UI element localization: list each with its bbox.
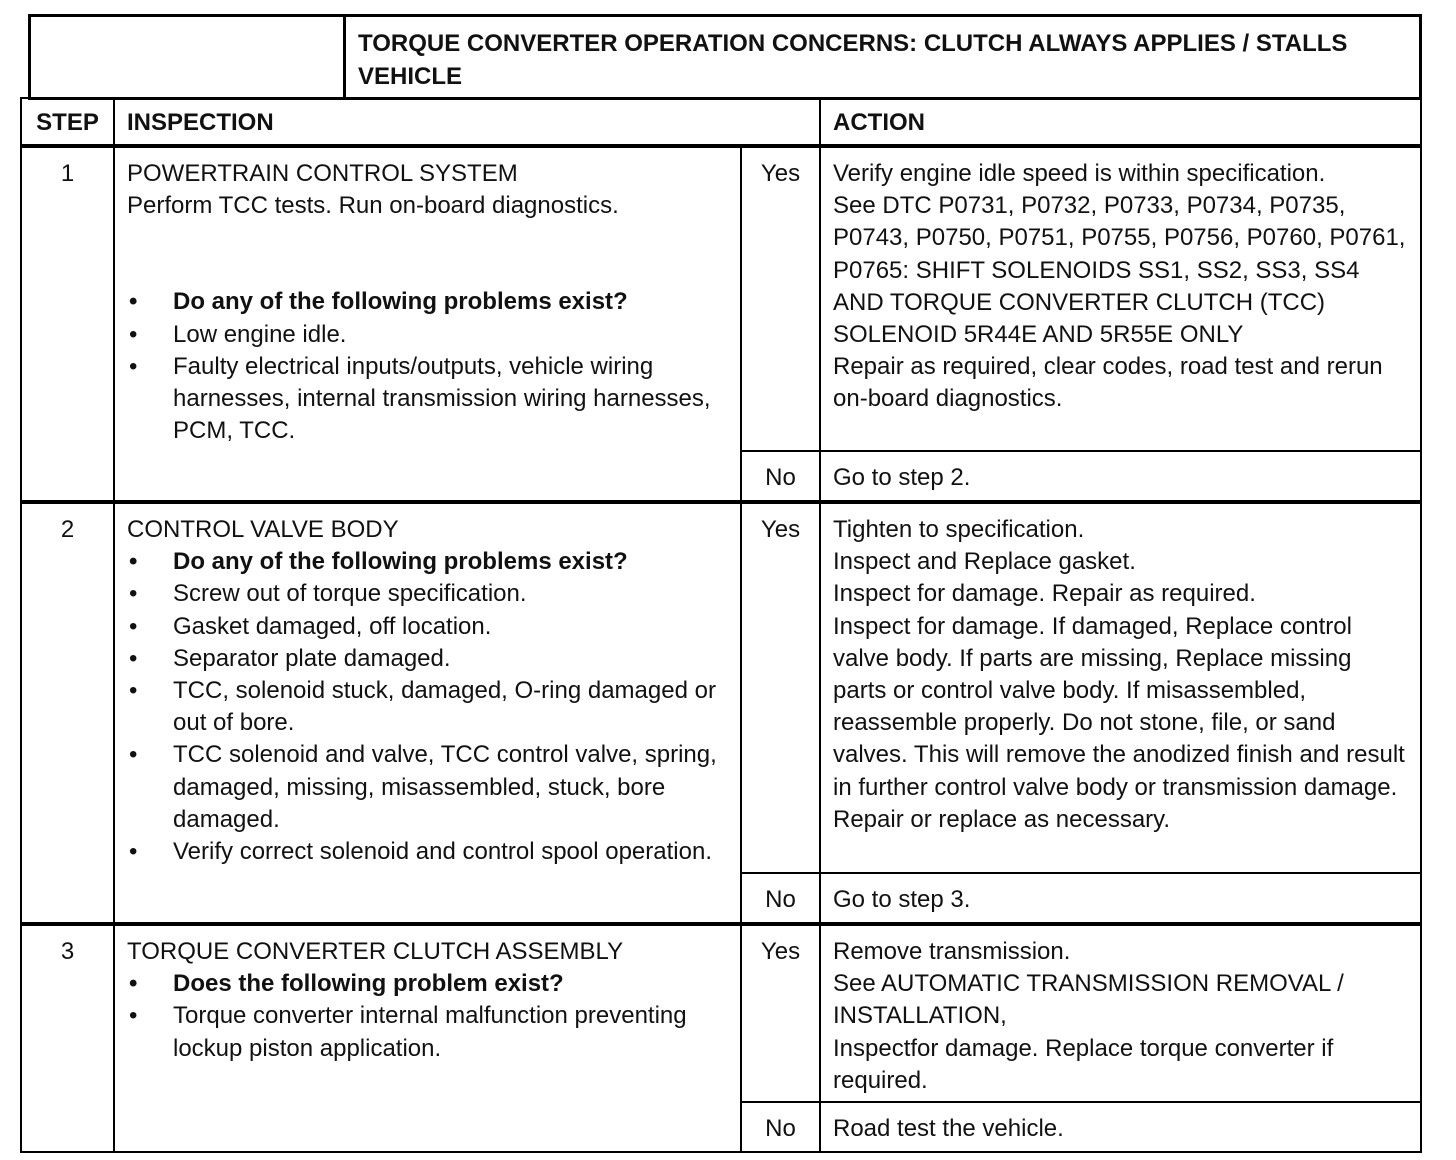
header-inspection: INSPECTION bbox=[114, 98, 820, 146]
action-line: Verify engine idle speed is within specification. bbox=[833, 160, 1326, 187]
step-3-no-action: Road test the vehicle. bbox=[820, 1102, 1421, 1152]
header-step: STEP bbox=[21, 98, 114, 146]
no-label: No bbox=[741, 451, 820, 502]
inspection-line: Perform TCC tests. Run on-board diagnostics. bbox=[127, 192, 619, 220]
step-3-yes-row bbox=[21, 924, 1421, 1102]
inspection-bullet: • TCC solenoid and valve, TCC control valve, spring, damaged, missing, misassembled, stuck, bore damaged. bbox=[127, 739, 726, 836]
step-number: 1 bbox=[21, 146, 114, 502]
step-1-yes-row bbox=[21, 146, 1421, 451]
inspection-bullet: • Separator plate damaged. bbox=[127, 643, 726, 675]
action-line: Tighten to specification. bbox=[833, 516, 1085, 543]
inspection-title: TORQUE CONVERTER CLUTCH ASSEMBLY bbox=[127, 938, 624, 965]
inspection-bullet: • Verify correct solenoid and control spool operation. bbox=[127, 836, 726, 868]
step-1-inspection bbox=[114, 146, 741, 502]
step-1-no-action: Go to step 2. bbox=[820, 451, 1421, 502]
inspection-bullet: • Gasket damaged, off location. bbox=[127, 611, 726, 643]
step-3-inspection bbox=[114, 924, 741, 1152]
step-2-yes-action bbox=[820, 502, 1421, 873]
inspection-title: CONTROL VALVE BODY bbox=[127, 516, 399, 543]
header-action: ACTION bbox=[820, 98, 1421, 146]
inspection-bullets bbox=[127, 286, 726, 447]
inspection-question: • Does the following problem exist? bbox=[127, 968, 726, 1000]
inspection-bullet: • Torque converter internal malfunction preventing lockup piston application. bbox=[127, 1000, 726, 1064]
no-label: No bbox=[741, 1102, 820, 1152]
action-line: Inspect for damage. If damaged, Replace control valve body. If parts are missing, Replace missing parts or control valve body. If misassembled, reassemble properly. Do not stone, file, or sand valves. This will remove the anodized finish and result in further control valve body or transmission damage. bbox=[833, 612, 1405, 801]
action-line: See DTC P0731, P0732, P0733, P0734, P0735, P0743, P0750, P0751, P0755, P0756, P0760, P0761, P0765: SHIFT SOLENOIDS SS1, SS2, SS3, SS4 AND TORQUE CONVERTER CLUTCH (TCC) SOLENOID 5R44E AND 5R55E ONLY bbox=[833, 192, 1406, 349]
step-3-yes-action bbox=[820, 924, 1421, 1102]
inspection-bullet: • Screw out of torque specification. bbox=[127, 578, 726, 610]
inspection-bullet: • Faulty electrical inputs/outputs, vehicle wiring harnesses, internal transmission wiring harnesses, PCM, TCC. bbox=[127, 351, 726, 448]
inspection-bullet: • Low engine idle. bbox=[127, 319, 726, 351]
inspection-bullets bbox=[127, 968, 726, 1065]
page-title: TORQUE CONVERTER OPERATION CONCERNS: CLUTCH ALWAYS APPLIES / STALLS VEHICLE bbox=[358, 30, 1348, 90]
title-blank-cell bbox=[31, 17, 346, 97]
step-number: 2 bbox=[21, 502, 114, 924]
step-2-inspection bbox=[114, 502, 741, 924]
action-line: Inspectfor damage. Replace torque converter if required. bbox=[833, 1034, 1334, 1094]
diagnostic-table bbox=[20, 97, 1422, 1153]
inspection-title: POWERTRAIN CONTROL SYSTEM bbox=[127, 160, 518, 187]
step-1-yes-action bbox=[820, 146, 1421, 451]
yes-label: Yes bbox=[741, 502, 820, 873]
step-2-yes-row bbox=[21, 502, 1421, 873]
action-line: See AUTOMATIC TRANSMISSION REMOVAL / INSTALLATION, bbox=[833, 970, 1344, 1030]
yes-label: Yes bbox=[741, 924, 820, 1102]
action-line: Repair as required, clear codes, road test and rerun on-board diagnostics. bbox=[833, 353, 1383, 413]
action-line: Inspect and Replace gasket. bbox=[833, 548, 1136, 576]
inspection-question: • Do any of the following problems exist? bbox=[127, 286, 726, 318]
action-line: Remove transmission. bbox=[833, 938, 1071, 965]
inspection-question: • Do any of the following problems exist? bbox=[127, 546, 726, 578]
no-label: No bbox=[741, 873, 820, 924]
header-row bbox=[21, 98, 1421, 146]
step-2-no-action: Go to step 3. bbox=[820, 873, 1421, 924]
step-number: 3 bbox=[21, 924, 114, 1152]
action-line: Repair or replace as necessary. bbox=[833, 805, 1171, 833]
action-line: Inspect for damage. Repair as required. bbox=[833, 580, 1256, 608]
inspection-bullet: • TCC, solenoid stuck, damaged, O-ring damaged or out of bore. bbox=[127, 675, 726, 739]
yes-label: Yes bbox=[741, 146, 820, 451]
inspection-bullets bbox=[127, 546, 726, 868]
title-box bbox=[28, 14, 1422, 100]
